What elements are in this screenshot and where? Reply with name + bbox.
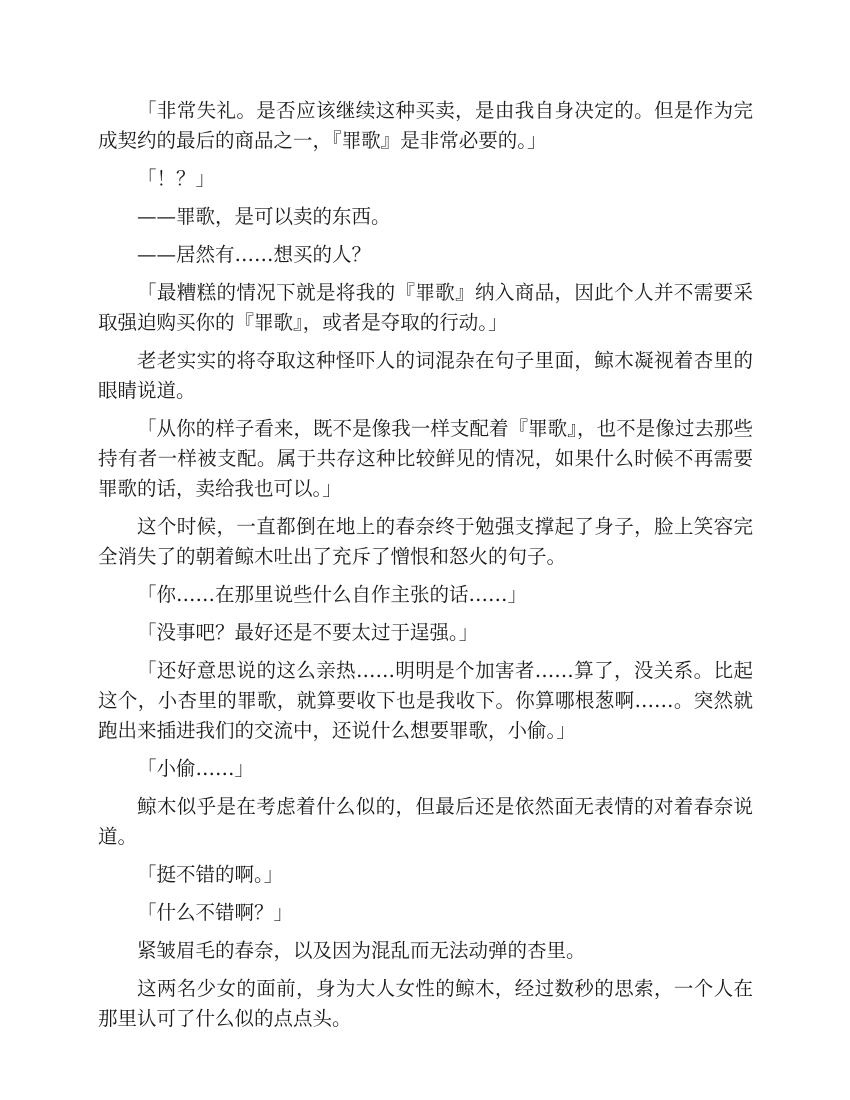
paragraph: 「还好意思说的这么亲热……明明是个加害者……算了，没关系。比起这个，小杏里的罪歌，就算要收下也是我收下。你算哪根葱啊……。突然就跑出来插进我们的交流中，还说什么想要罪歌，小偷。」 [98, 659, 753, 742]
paragraph: ——居然有……想买的人？ [137, 243, 372, 266]
paragraph: 「从你的样子看来，既不是像我一样支配着『罪歌』，也不是像过去那些持有者一样被支配。属于共存这种比较鲜见的情况，如果什么时候不再需要罪歌的话，卖给我也可以。」 [98, 417, 753, 500]
paragraph: 这个时候，一直都倒在地上的春奈终于勉强支撑起了身子，脸上笑容完全消失了的朝着鲸木吐出了充斥了憎恨和怒火的句子。 [98, 515, 753, 568]
paragraph: 「！？」 [137, 167, 216, 190]
paragraph: 「什么不错啊？」 [137, 901, 294, 924]
paragraph: 「没事吧？最好还是不要太过于逞强。」 [137, 621, 479, 644]
paragraph: 紧皱眉毛的春奈，以及因为混乱而无法动弹的杏里。 [137, 939, 586, 962]
document-page [98, 96, 753, 1042]
paragraph: 老老实实的将夺取这种怪吓人的词混杂在句子里面，鲸木凝视着杏里的眼睛说道。 [98, 349, 753, 402]
paragraph: 「最糟糕的情况下就是将我的『罪歌』纳入商品，因此个人并不需要采取强迫购买你的『罪歌』，或者是夺取的行动。」 [98, 281, 753, 334]
paragraph: 鲸木似乎是在考虑着什么似的，但最后还是依然面无表情的对着春奈说道。 [98, 795, 753, 848]
paragraph: 「挺不错的啊。」 [137, 863, 284, 886]
paragraph: 「你……在那里说些什么自作主张的话……」 [137, 583, 528, 606]
paragraph: 「非常失礼。是否应该继续这种买卖，是由我自身决定的。但是作为完成契约的最后的商品之一，『罪歌』是非常必要的。」 [98, 99, 753, 152]
paragraph: 这两名少女的面前，身为大人女性的鲸木，经过数秒的思索，一个人在那里认可了什么似的点点头。 [98, 977, 753, 1030]
paragraph: 「小偷……」 [137, 757, 255, 780]
paragraph: ——罪歌，是可以卖的东西。 [137, 205, 391, 228]
